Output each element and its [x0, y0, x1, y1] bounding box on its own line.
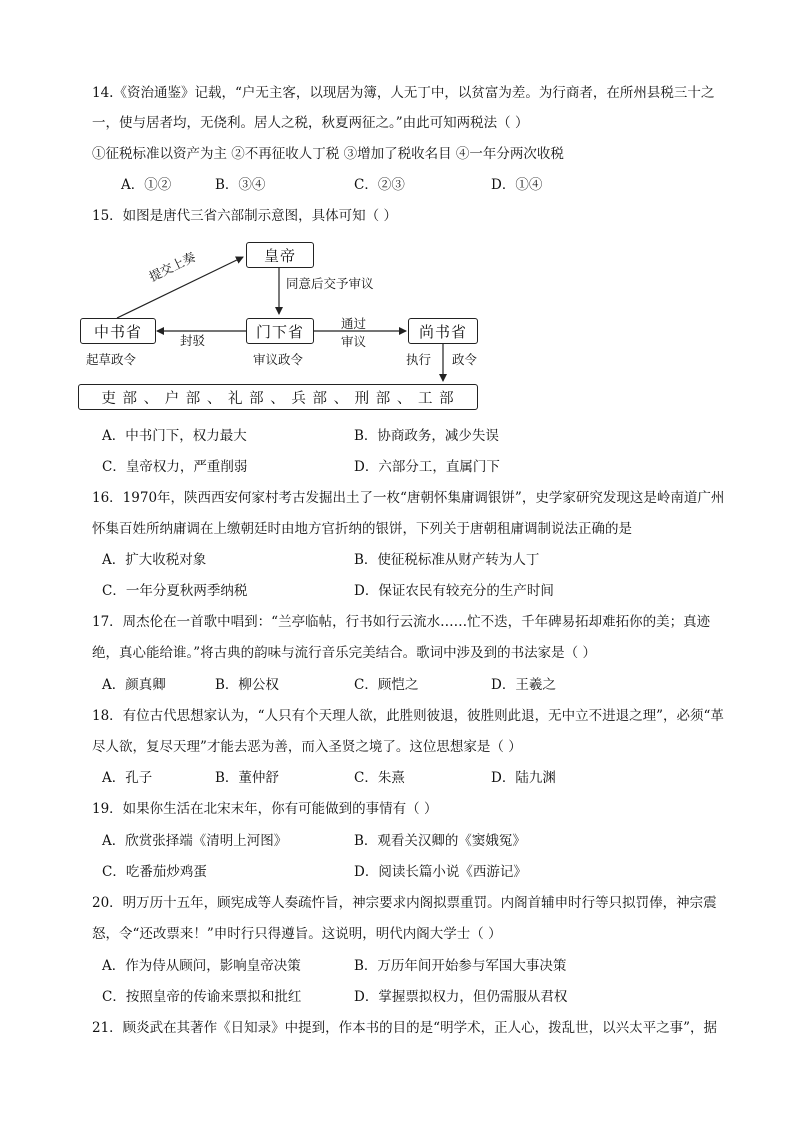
label-pass-1: 通过 — [341, 316, 367, 331]
q20-option-b: B．万历年间开始参与军国大事决策 — [354, 958, 567, 974]
q17-stem-line1: 17．周杰伦在一首歌中唱到：“兰亭临帖，行书如行云流水……忙不迭，千年碑易拓却难拓你的美；真迹 — [92, 614, 711, 630]
label-draft: 起草政令 — [86, 352, 137, 367]
label-exec-1: 执行 — [406, 352, 432, 367]
q19-stem: 19．如果你生活在北宋末年，你有可能做到的事情有（ ） — [92, 801, 438, 817]
label-reject: 封驳 — [180, 333, 206, 348]
label-approve: 同意后交予审议 — [286, 276, 374, 291]
q16-stem-line2: 怀集百姓所纳庸调在上缴朝廷时由地方官折纳的银饼，下列关于唐朝租庸调制说法正确的是 — [92, 521, 632, 537]
q17-option-c: C．顾恺之 — [354, 677, 419, 693]
label-review: 审议政令 — [253, 352, 304, 367]
q18-option-a: A．孔子 — [102, 770, 153, 786]
q20-option-c: C．按照皇帝的传谕来票拟和批红 — [102, 989, 302, 1005]
q14-statements: ①征税标准以资产为主 ②不再征收人丁税 ③增加了税收名目 ④一年分两次收税 — [92, 146, 564, 162]
q18-option-b: B．董仲舒 — [215, 770, 279, 786]
shangshu-box: 尚书省 — [408, 318, 478, 344]
q17-option-b: B．柳公权 — [215, 677, 279, 693]
q18-option-d: D．陆九渊 — [491, 770, 556, 786]
q16-stem-line1: 16．1970年，陕西西安何家村考古发掘出土了一枚“唐朝怀集庸调银饼”，史学家研究发现这是岭南道广州 — [92, 490, 725, 506]
q14-stem-line2: 一，使与居者均，无侥利。居人之税，秋夏两征之。”由此可知两税法（ ） — [92, 115, 529, 131]
emperor-box: 皇帝 — [246, 242, 314, 268]
q17-option-d: D．王羲之 — [491, 677, 556, 693]
q20-stem-line2: 怒，令“还改票来！”申时行只得遵旨。这说明，明代内阁大学士（ ） — [92, 926, 502, 942]
q14-option-c: C．②③ — [354, 177, 405, 193]
q14-option-d: D．①④ — [491, 177, 543, 193]
q20-stem-line1: 20．明万历十五年，顾宪成等人奏疏忤旨，神宗要求内阁拟票重罚。内阁首辅申时行等只拟罚俸，神宗震 — [92, 895, 717, 911]
zhongshu-box: 中书省 — [80, 318, 156, 344]
q18-stem-line2: 尽人欲，复尽天理”才能去恶为善，而入圣贤之境了。这位思想家是（ ） — [92, 739, 522, 755]
six-ministries-box: 吏 部 、 户 部 、 礼 部 、 兵 部 、 刑 部 、 工 部 — [78, 384, 478, 410]
q21-stem-line1: 21．顾炎武在其著作《日知录》中提到，作本书的目的是“明学术，正人心，拨乱世，以兴太平之事”，据 — [92, 1020, 717, 1036]
q16-option-a: A．扩大收税对象 — [102, 552, 207, 568]
q16-option-c: C．一年分夏秋两季纳税 — [102, 583, 248, 599]
q15-stem: 15．如图是唐代三省六部制示意图，具体可知（ ） — [92, 208, 397, 224]
q20-option-d: D．掌握票拟权力，但仍需服从君权 — [354, 989, 568, 1005]
q14-option-a: A．①② — [121, 177, 172, 193]
q19-option-c: C．吃番茄炒鸡蛋 — [102, 864, 207, 880]
q15-option-d: D．六部分工，直属门下 — [354, 459, 500, 475]
q19-option-d: D．阅读长篇小说《西游记》 — [354, 864, 527, 880]
q18-option-c: C．朱熹 — [354, 770, 405, 786]
menxia-box: 门下省 — [246, 318, 314, 344]
q19-option-a: A．欣赏张择端《清明上河图》 — [102, 833, 288, 849]
q20-option-a: A．作为侍从顾问，影响皇帝决策 — [102, 958, 301, 974]
q16-option-b: B．使征税标准从财产转为人丁 — [354, 552, 540, 568]
q15-option-b: B．协商政务，减少失误 — [354, 428, 499, 444]
label-submit: 提交上奏 — [146, 248, 198, 285]
label-pass-2: 审议 — [341, 334, 367, 349]
q15-option-a: A．中书门下，权力最大 — [102, 428, 247, 444]
label-exec-2: 政令 — [452, 352, 478, 367]
q17-option-a: A．颜真卿 — [102, 677, 166, 693]
q16-option-d: D．保证农民有较充分的生产时间 — [354, 583, 554, 599]
q15-option-c: C．皇帝权力，严重削弱 — [102, 459, 248, 475]
q14-option-b: B．③④ — [215, 177, 266, 193]
q14-stem-line1: 14.《资治通鉴》记载，“户无主客，以现居为簿，人无丁中，以贫富为差。为行商者，在所州县税三十之 — [92, 85, 715, 101]
q19-option-b: B．观看关汉卿的《窦娥冤》 — [354, 833, 526, 849]
q17-stem-line2: 绝，真心能给谁。”将古典的韵味与流行音乐完美结合。歌词中涉及到的书法家是（ ） — [92, 645, 596, 661]
q18-stem-line1: 18．有位古代思想家认为，“人只有个天理人欲，此胜则彼退，彼胜则此退，无中立不进退之理”，必须“革 — [92, 708, 724, 724]
